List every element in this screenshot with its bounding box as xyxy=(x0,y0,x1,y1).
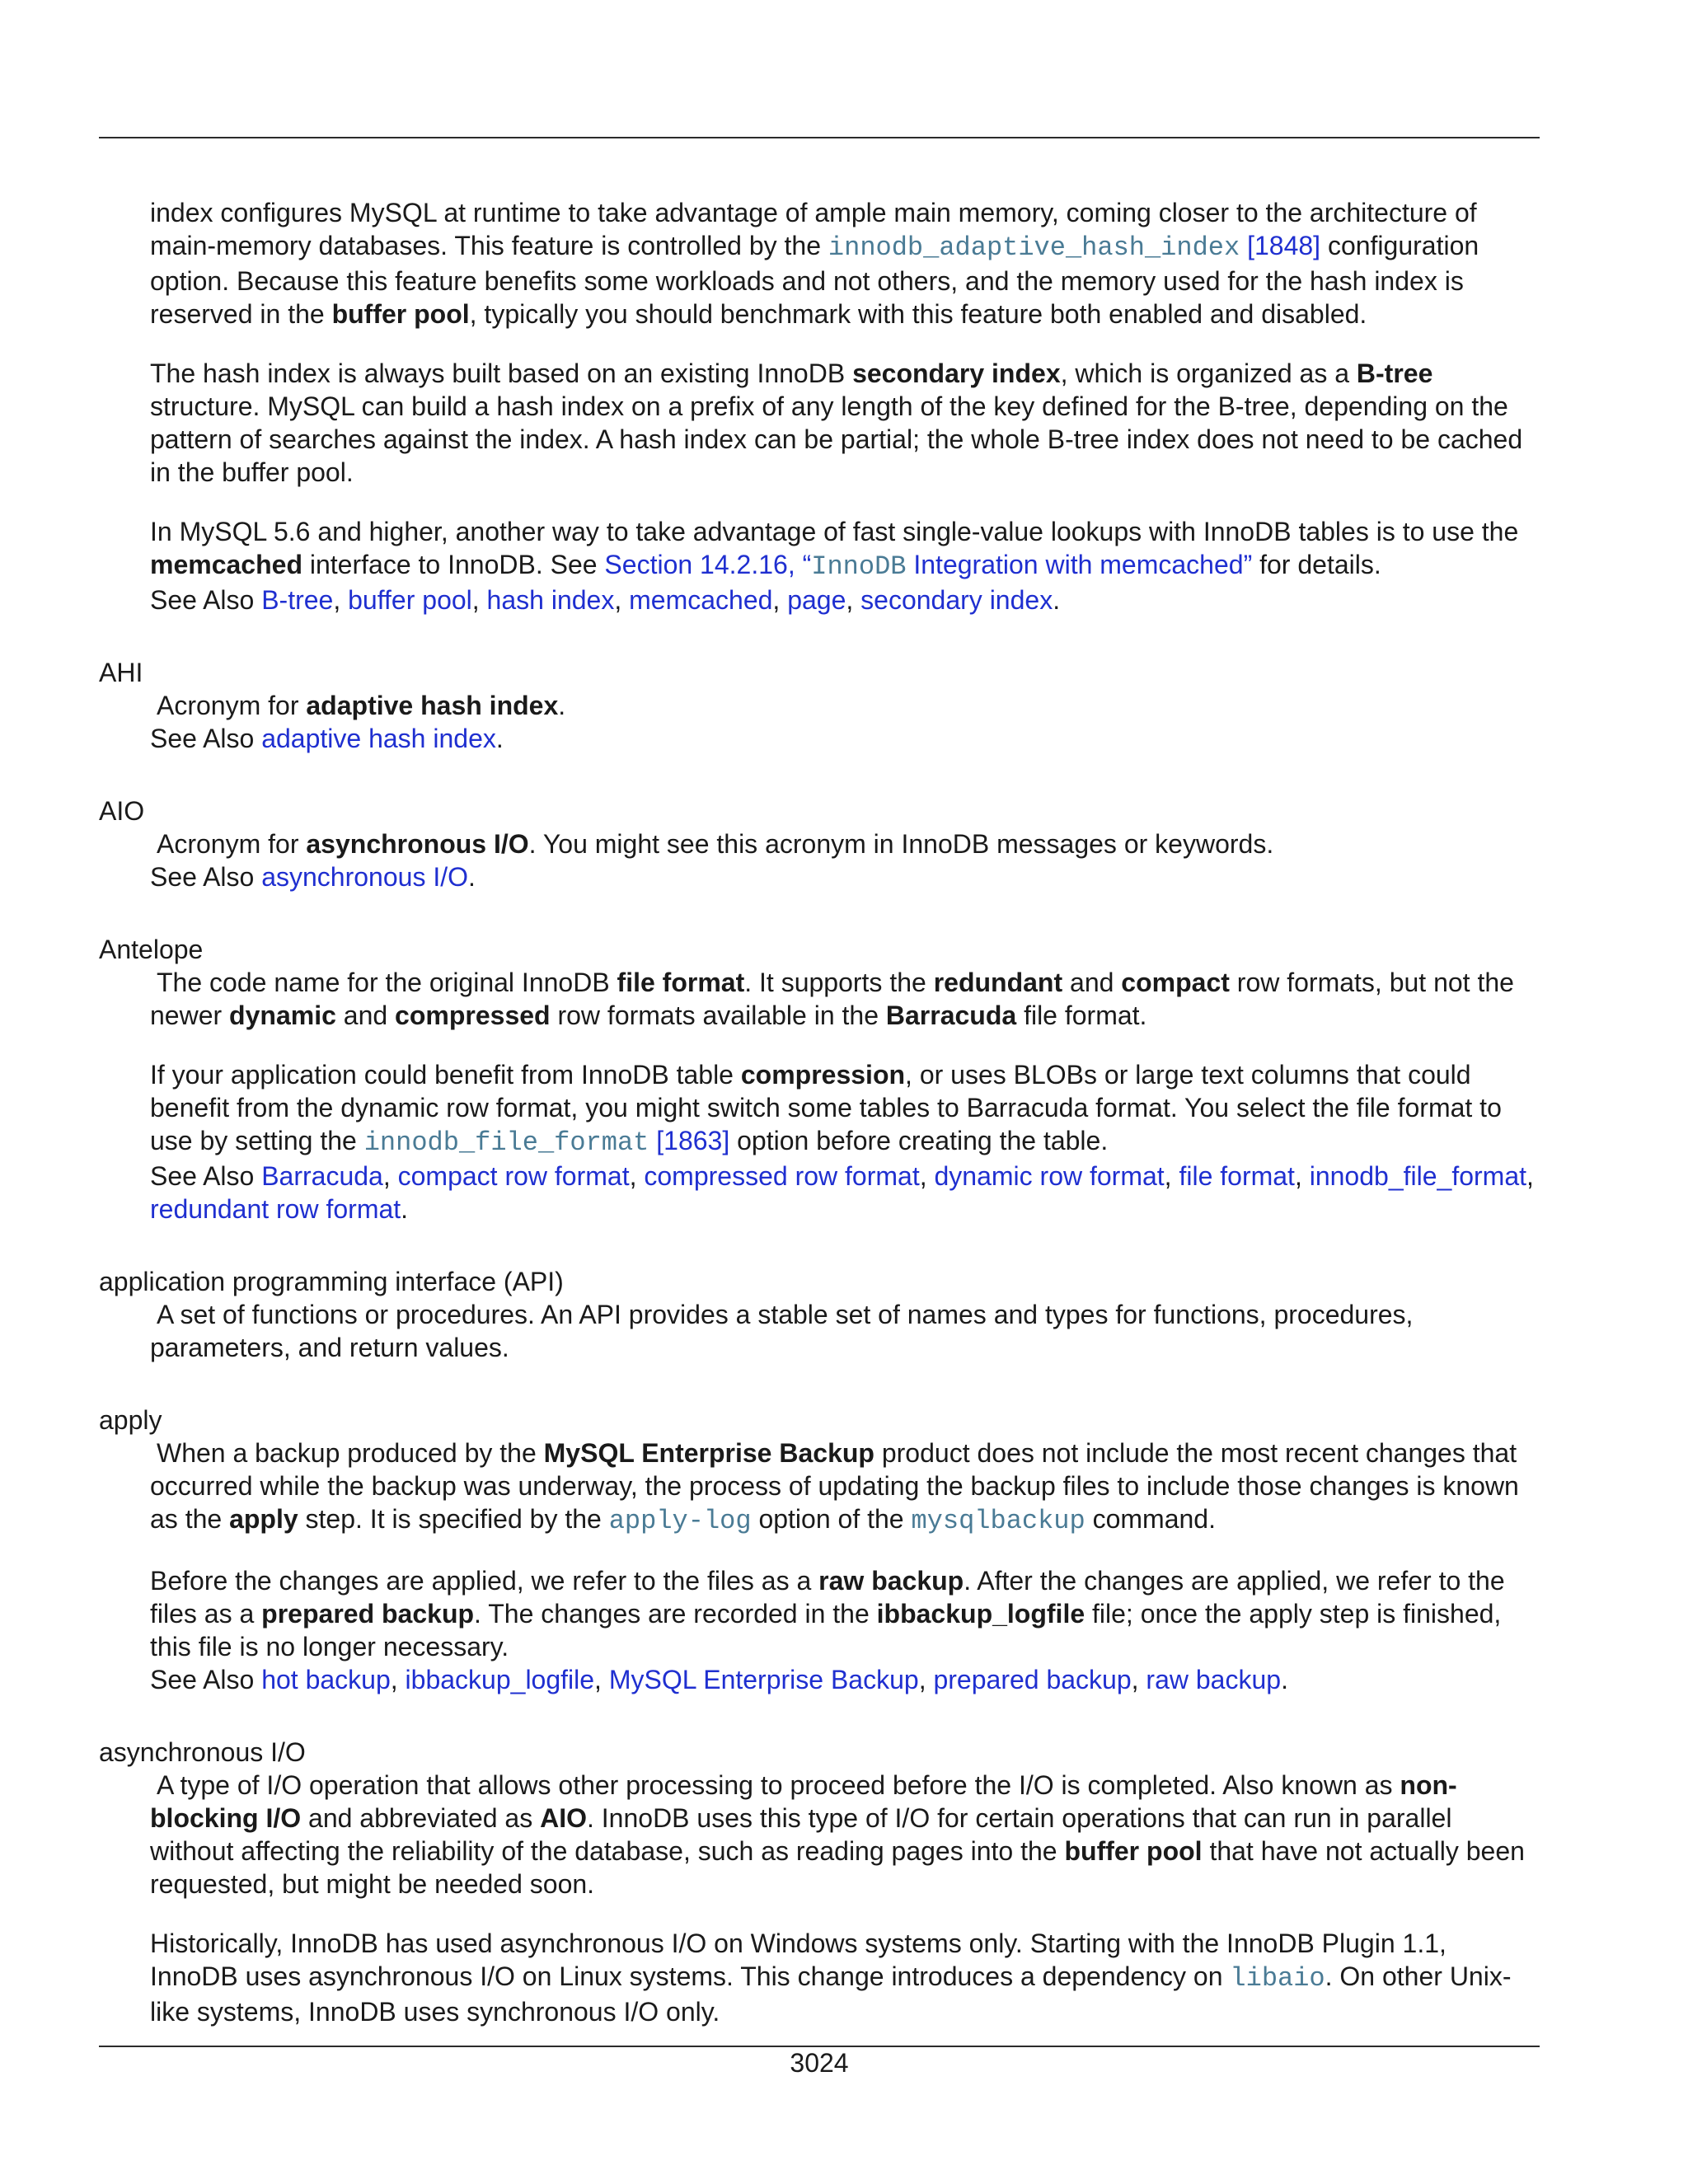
glossary-page-body xyxy=(99,196,1540,2028)
header-rule xyxy=(99,137,1540,138)
definition-antelope: The code name for the original InnoDB file format. It supports the redundant and compact row formats, but not the newer dynamic and compressed row formats available in the Barracuda file format. If your application could benefit from InnoDB table compression, or uses BLOBs or large text columns that could benefit from the dynamic row format, you might switch some tables to Barracuda format. You select the file format to use by setting the innodb_file_format [1863] option before creating the table. See Also Barracuda, compact row format, compressed row format, dynamic row format, file format, innodb_file_format, redundant row format. xyxy=(150,966,1540,1226)
see-also-link-adaptive-hash-index[interactable]: adaptive hash index xyxy=(261,724,496,753)
term-aio: AIO xyxy=(99,796,145,826)
see-also-link-dynamic-row-format[interactable]: dynamic row format xyxy=(934,1161,1165,1191)
term-asynchronous-io: asynchronous I/O xyxy=(99,1737,306,1767)
adaptive-hash-index-paragraph-2: The hash index is always built based on an existing InnoDB secondary index, which is organized as a B-tree structure. MySQL can build a hash index on a prefix of any length of the key defined for the B-tree, depending on the pattern of searches against the index. A hash index can be partial; the whole B-tree index does not need to be cached in the buffer pool. xyxy=(150,359,1523,487)
see-also-link-mysql-enterprise-backup[interactable]: MySQL Enterprise Backup xyxy=(608,1665,919,1694)
adaptive-hash-index-paragraph-3: In MySQL 5.6 and higher, another way to take advantage of fast single-value lookups with InnoDB tables is to use the memcached interface to InnoDB. See Section 14.2.16, “InnoDB Integration with memcached” for details. xyxy=(150,517,1519,582)
see-also-link-secondary-index[interactable]: secondary index xyxy=(860,585,1053,615)
command-mysqlbackup[interactable]: mysqlbackup xyxy=(911,1506,1085,1536)
term-ahi: AHI xyxy=(99,658,143,687)
see-also-link-ibbackup-logfile[interactable]: ibbackup_logfile xyxy=(405,1665,595,1694)
see-also-ahi: See Also adaptive hash index. xyxy=(150,724,504,753)
see-also-link-hot-backup[interactable]: hot backup xyxy=(261,1665,391,1694)
see-also-link-compact-row-format[interactable]: compact row format xyxy=(397,1161,630,1191)
term-antelope: Antelope xyxy=(99,935,204,964)
section-memcached-link[interactable]: Section 14.2.16, “InnoDB Integration with memcached” xyxy=(604,550,1253,582)
see-also-aio: See Also asynchronous I/O. xyxy=(150,862,476,892)
adaptive-hash-index-paragraph-1: index configures MySQL at runtime to take advantage of ample main memory, coming closer to the architecture of main-memory databases. This feature is controlled by the innodb_adaptive_hash_index [1848] configuration option. Because this feature benefits some workloads and not others, and the memory used for the hash index is reserved in the buffer pool, typically you should benchmark with this feature both enabled and disabled. xyxy=(150,198,1479,329)
see-also-link-memcached[interactable]: memcached xyxy=(629,585,773,615)
term-apply: apply xyxy=(99,1405,162,1435)
see-also-link-innodb-file-format[interactable]: innodb_file_format xyxy=(1309,1161,1526,1191)
option-innodb-file-format[interactable]: innodb_file_format xyxy=(363,1127,649,1158)
see-also-link-prepared-backup[interactable]: prepared backup xyxy=(933,1665,1132,1694)
see-also-antelope: See Also Barracuda, compact row format, compressed row format, dynamic row format, file format, innodb_file_format, redundant row format. xyxy=(150,1161,1534,1224)
definition-apply: When a backup produced by the MySQL Enterprise Backup product does not include the most recent changes that occurred while the backup was underway, the process of updating the backup files to include those changes is known as the apply step. It is specified by the apply-log option of the mysqlbackup command. Before the changes are applied, we refer to the files as a raw backup. After the changes are applied, we refer to the files as a prepared backup. The changes are recorded in the ibbackup_logfile file; once the apply step is finished, this file is no longer necessary. See Also hot backup, ibbackup_logfile, MySQL Enterprise Backup, prepared backup, raw backup. xyxy=(150,1436,1540,1696)
see-also-link-asynchronous-io[interactable]: asynchronous I/O xyxy=(261,862,468,892)
option-apply-log[interactable]: apply-log xyxy=(608,1506,752,1536)
see-also-link-redundant-row-format[interactable]: redundant row format xyxy=(150,1194,401,1224)
see-also-link-hash-index[interactable]: hash index xyxy=(486,585,615,615)
term-api: application programming interface (API) xyxy=(99,1267,564,1296)
see-also-link-buffer-pool[interactable]: buffer pool xyxy=(348,585,472,615)
see-also-link-b-tree[interactable]: B-tree xyxy=(261,585,334,615)
definition-aio: Acronym for asynchronous I/O. You might see this acronym in InnoDB messages or keywords. See Also asynchronous I/O. xyxy=(150,827,1540,893)
ref-1863-link[interactable]: [1863] xyxy=(656,1126,730,1155)
see-also-adaptive-hash-index: See Also B-tree, buffer pool, hash index, memcached, page, secondary index. xyxy=(150,585,1061,615)
library-libaio[interactable]: libaio xyxy=(1230,1963,1325,1994)
definition-asynchronous-io: A type of I/O operation that allows other processing to proceed before the I/O is completed. Also known as non-blocking I/O and abbreviated as AIO. InnoDB uses this type of I/O for certain operations that can run in parallel without affecting the reliability of the database, such as reading pages into the buffer pool that have not actually been requested, but might be needed soon. Historically, InnoDB has used asynchronous I/O on Windows systems only. Starting with the InnoDB Plugin 1.1, InnoDB uses asynchronous I/O on Linux systems. This change introduces a dependency on libaio. On other Unix-like systems, InnoDB uses synchronous I/O only. xyxy=(150,1770,1525,2027)
see-also-link-barracuda[interactable]: Barracuda xyxy=(261,1161,383,1191)
definition-ahi: Acronym for adaptive hash index. See Also adaptive hash index. xyxy=(150,689,1540,755)
see-also-link-page[interactable]: page xyxy=(787,585,846,615)
ref-1848-link[interactable]: [1848] xyxy=(1247,231,1321,260)
see-also-link-compressed-row-format[interactable]: compressed row format xyxy=(644,1161,920,1191)
see-also-apply: See Also hot backup, ibbackup_logfile, MySQL Enterprise Backup, prepared backup, raw backup. xyxy=(150,1665,1288,1694)
definition-api: A set of functions or procedures. An API provides a stable set of names and types for functions, procedures, parameters, and return values. xyxy=(150,1300,1414,1362)
see-also-link-raw-backup[interactable]: raw backup xyxy=(1146,1665,1282,1694)
option-innodb-adaptive-hash-index[interactable]: innodb_adaptive_hash_index xyxy=(828,232,1240,263)
see-also-link-file-format[interactable]: file format xyxy=(1179,1161,1295,1191)
page-number: 3024 xyxy=(790,2048,849,2078)
